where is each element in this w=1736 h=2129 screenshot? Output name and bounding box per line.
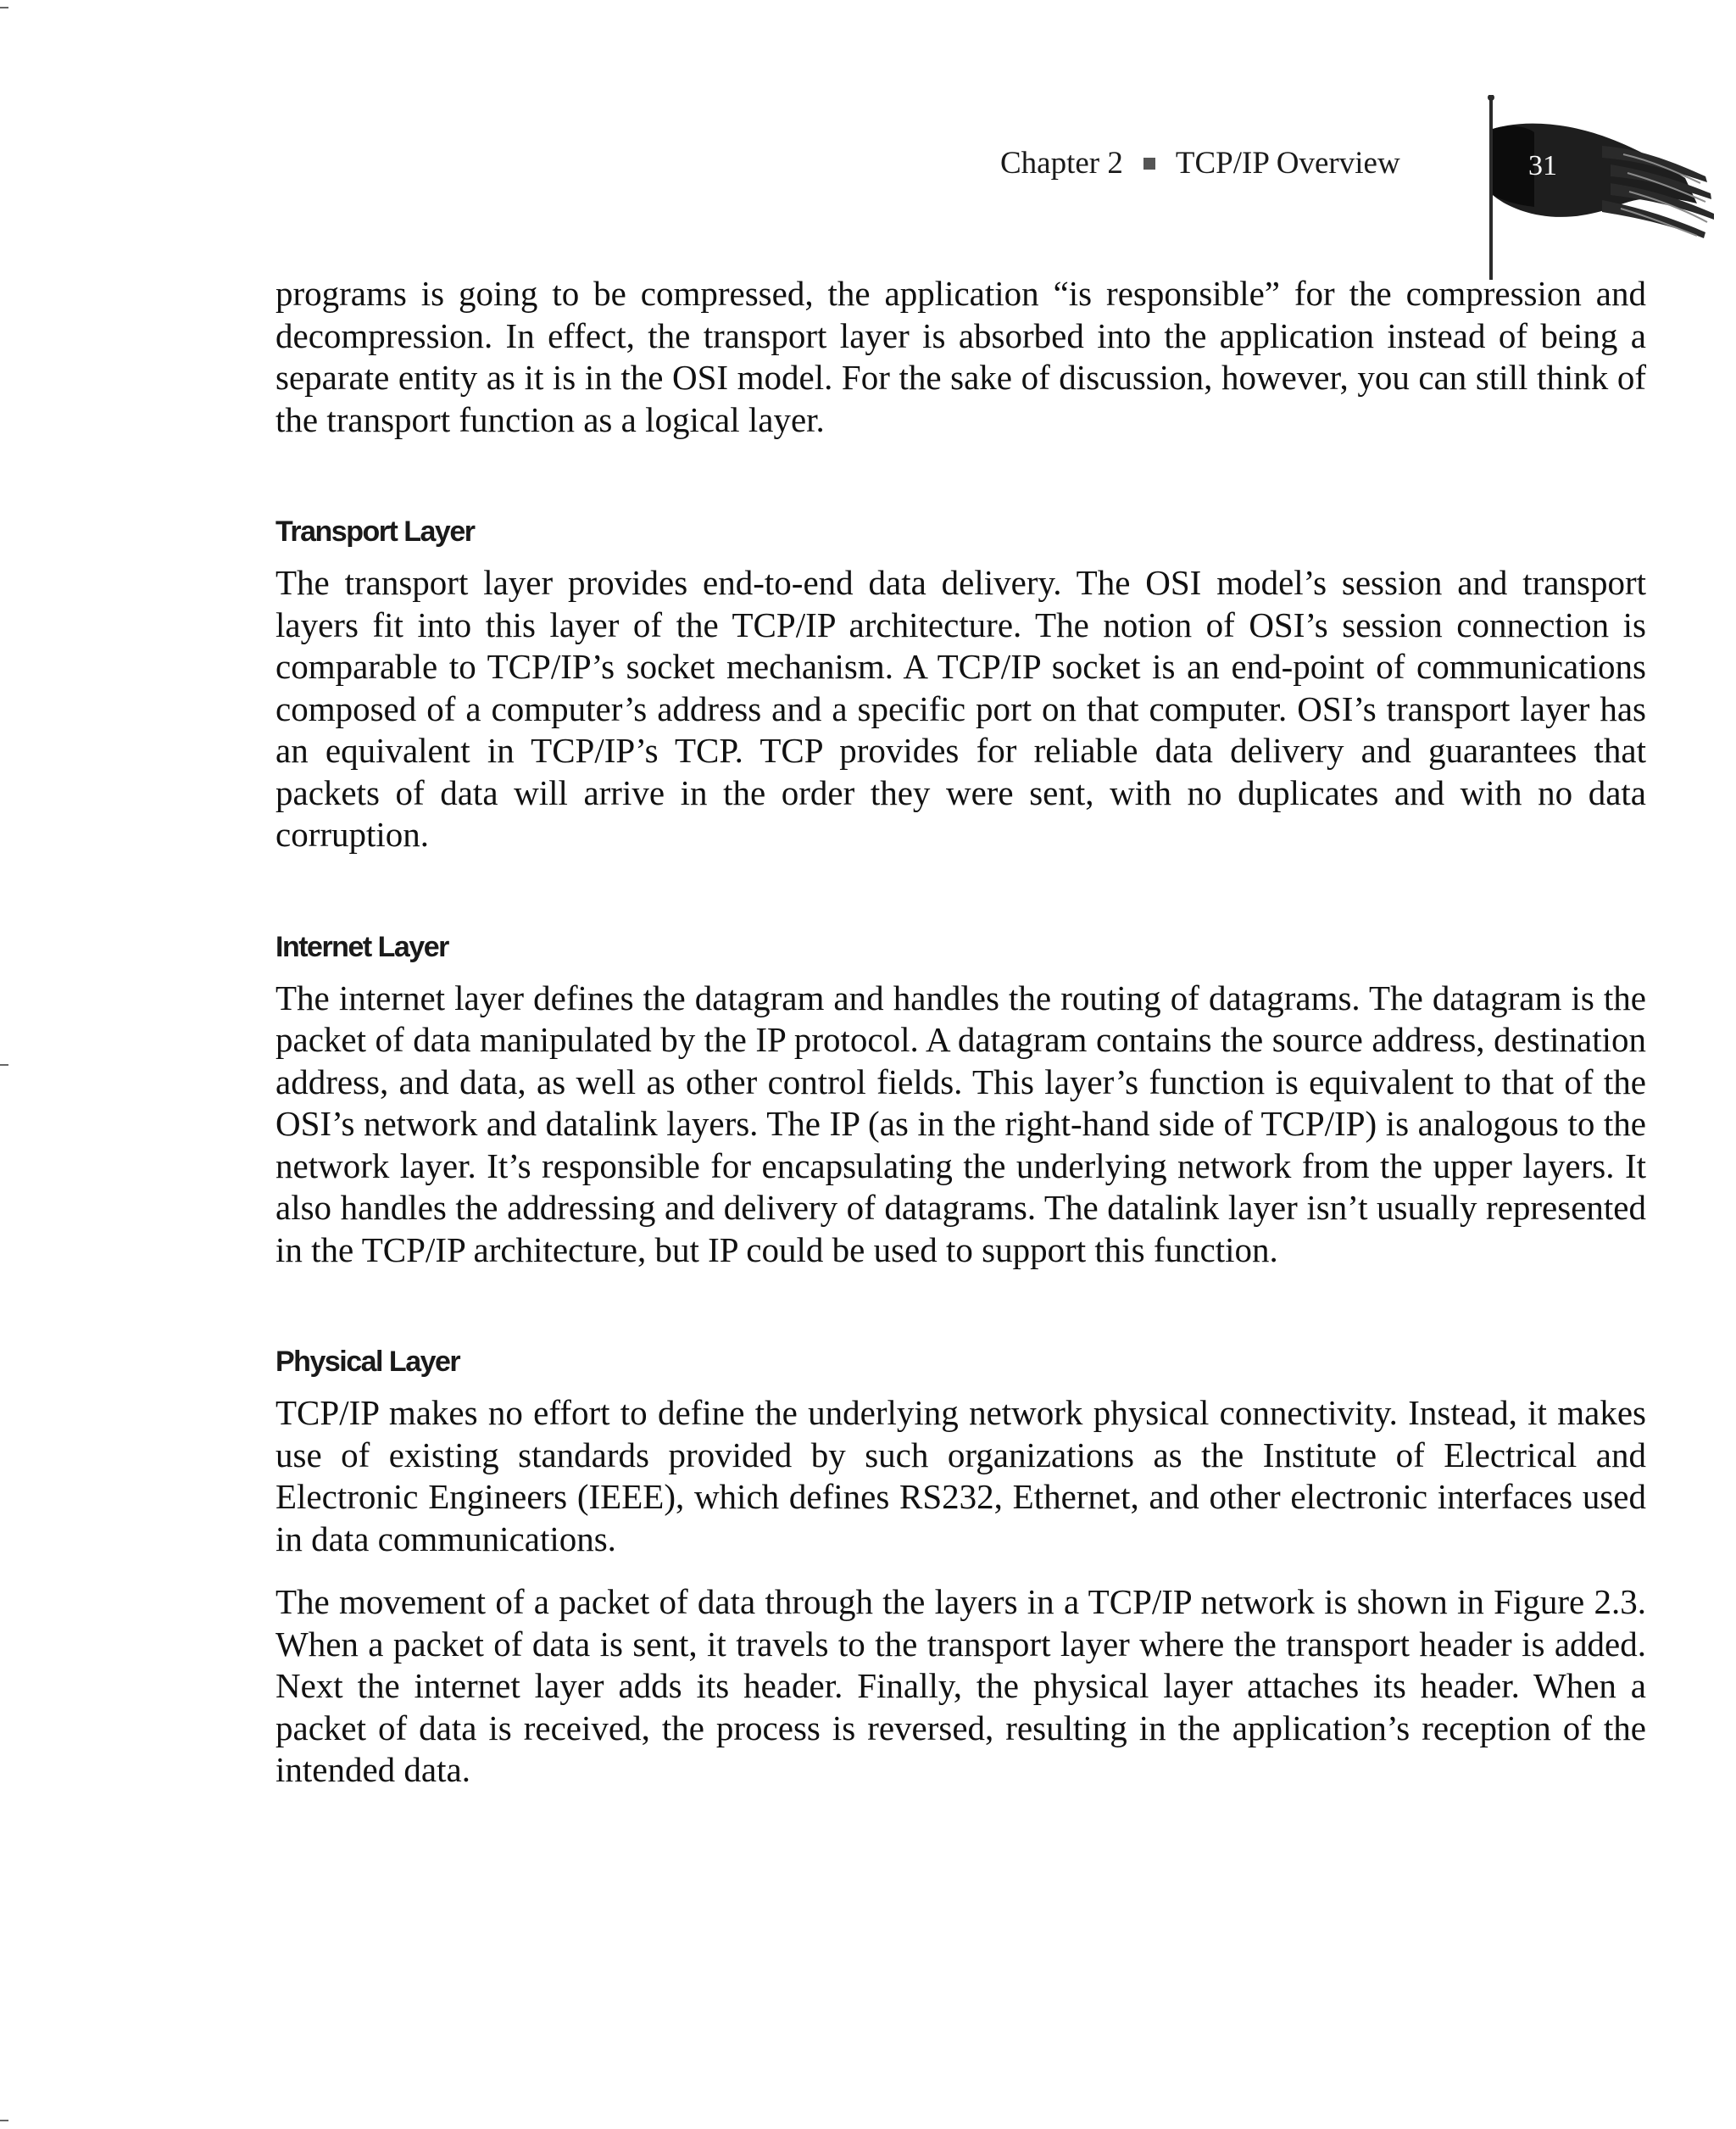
- page-number: 31: [1528, 150, 1557, 181]
- physical-paragraph: TCP/IP makes no effort to define the underlying network physical connectivity. Instead, it makes use of existing standards provided by such organizations as the Institute of Electrical and Electronic Engineers (IEEE), which defines RS232, Ethernet, and other electronic interfaces used in data communications.: [275, 1393, 1646, 1558]
- margin-tick-bottom: [0, 2120, 8, 2121]
- square-bullet-icon: [1143, 158, 1155, 170]
- transport-paragraph: The transport layer provides end-to-end data delivery. The OSI model’s session and transport layers fit into this layer of the TCP/IP architecture. The notion of OSI’s session connection is comparable to TCP/IP’s socket mechanism. A TCP/IP socket is an end-point of communications composed of a computer’s address and a specific port on that computer. OSI’s transport layer has an equivalent in TCP/IP’s TCP. TCP provides for reliable data delivery and guarantees that packets of data will arrive in the order they were sent, with no duplicates and with no data corruption.: [275, 563, 1646, 854]
- chapter-label: Chapter 2: [1000, 146, 1123, 181]
- chapter-title: TCP/IP Overview: [1175, 146, 1400, 181]
- section-heading-transport: Transport Layer: [275, 516, 475, 548]
- page-flag-icon: [1475, 95, 1721, 290]
- packet-movement-paragraph: The movement of a packet of data through the layers in a TCP/IP network is shown in Figure 2.3. When a packet of data is sent, it travels to the transport layer where the transport header is added. Next the internet layer adds its header. Finally, the physical layer attaches its header. When a packet of data is received, the process is reversed, resulting in the application’s reception of the intended data.: [275, 1582, 1646, 1789]
- intro-paragraph: programs is going to be compressed, the application “is responsible” for the compression and decompression. In effect, the transport layer is absorbed into the application instead of being a separate entity as it is in the OSI model. For the sake of discussion, however, you can still think of the transport function as a logical layer.: [275, 274, 1646, 439]
- internet-paragraph: The internet layer defines the datagram and handles the routing of datagrams. The datagram is the packet of data manipulated by the IP protocol. A datagram contains the source address, destination address, and data, as well as other control fields. This layer’s function is equivalent to that of the OSI’s network and datalink layers. The IP (as in the right-hand side of TCP/IP) is analogous to the network layer. It’s responsible for encapsulating the underlying network from the upper layers. It also handles the addressing and delivery of datagrams. The datalink layer isn’t usually represented in the TCP/IP architecture, but IP could be used to support this function.: [275, 978, 1646, 1269]
- section-heading-physical: Physical Layer: [275, 1346, 460, 1378]
- section-heading-internet: Internet Layer: [275, 930, 448, 963]
- running-head: [1000, 140, 1400, 187]
- text-column: [275, 273, 1646, 1792]
- margin-tick-middle: [0, 1064, 8, 1066]
- margin-tick-top: [0, 7, 8, 8]
